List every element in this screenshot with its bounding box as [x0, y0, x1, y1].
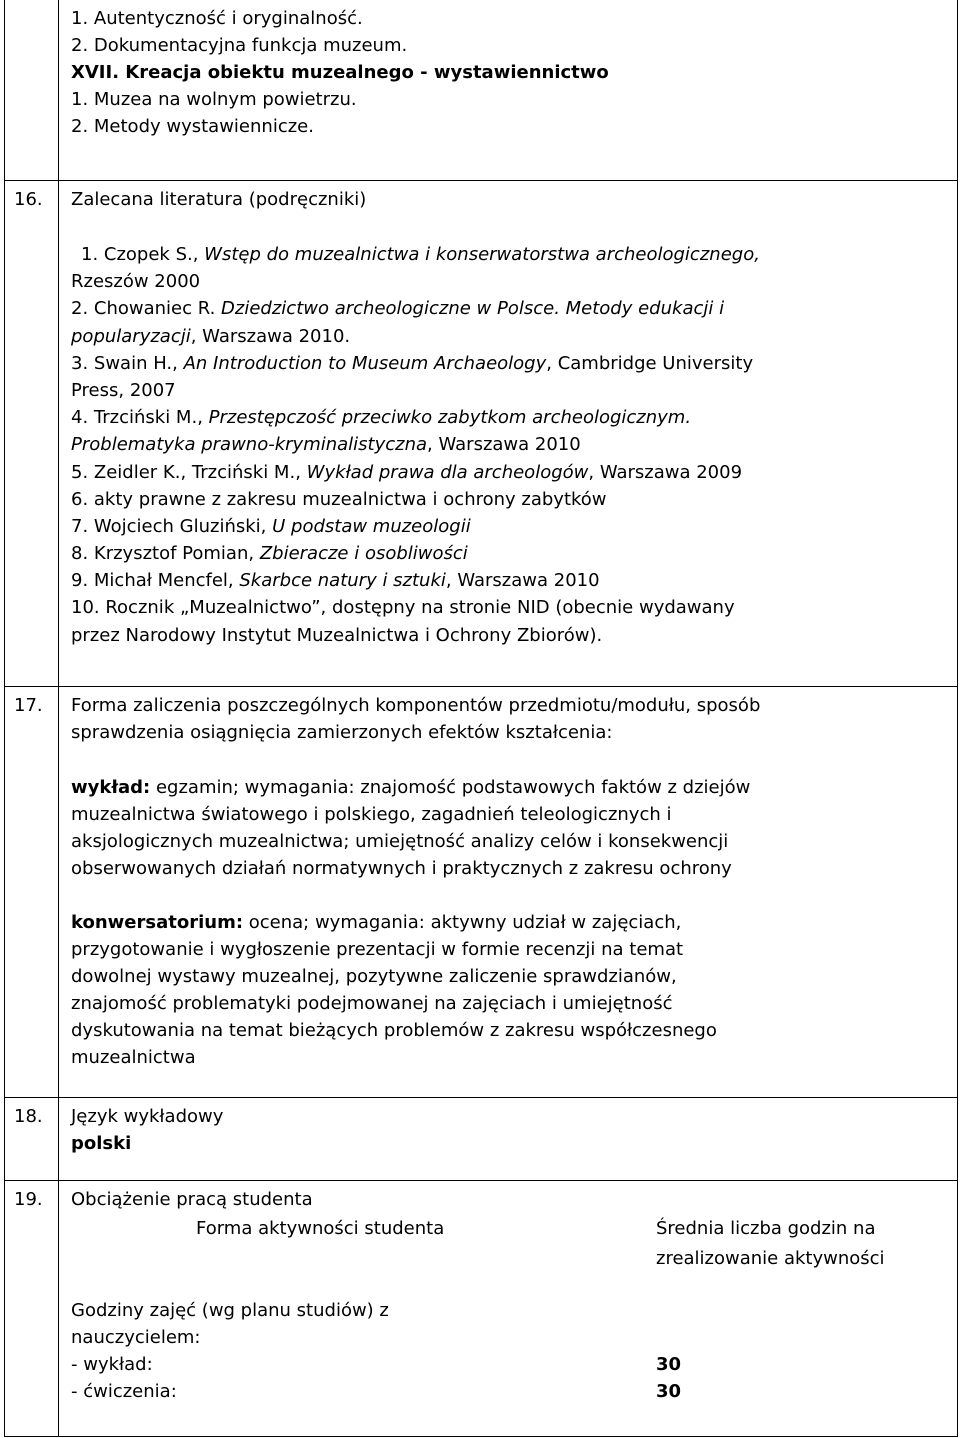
- section-heading: XVII. Kreacja obiektu muzealnego - wystawiennictwo: [71, 62, 609, 83]
- section-title: Język wykładowy: [71, 1106, 224, 1127]
- list-item: 6. akty prawne z zakresu muzealnictwa i ochrony zabytków: [71, 488, 607, 510]
- row-divider: [4, 180, 957, 181]
- section-number: 16.: [14, 189, 43, 210]
- section-title: Zalecana literatura (podręczniki): [71, 189, 367, 210]
- list-item: 2. Dokumentacyjna funkcja muzeum.: [71, 35, 408, 56]
- list-item: 5. Zeidler K., Trzciński M., Wykład prawa dla archeologów, Warszawa 2009: [71, 461, 743, 483]
- list-item: popularyzacji, Warszawa 2010.: [71, 325, 351, 347]
- literature-list: [71, 241, 944, 649]
- list-item: 9. Michał Mencfel, Skarbce natury i sztuki, Warszawa 2010: [71, 570, 600, 592]
- list-item: 10. Rocznik „Muzealnictwo”, dostępny na stronie NID (obecnie wydawany: [71, 597, 735, 619]
- list-item: Problematyka prawno-kryminalistyczna, Warszawa 2010: [71, 434, 581, 456]
- list-item: 1. Czopek S., Wstęp do muzealnictwa i konserwatorstwa archeologicznego,: [81, 244, 760, 265]
- list-item: 3. Swain H., An Introduction to Museum Archaeology, Cambridge University: [71, 352, 754, 374]
- section-number: 18.: [14, 1106, 43, 1127]
- language-value: polski: [71, 1133, 132, 1154]
- row-divider: [4, 1180, 957, 1181]
- language-section: [71, 1103, 944, 1157]
- activity-row: Godziny zajęć (wg planu studiów) z nauczycielem: - wykład: - ćwiczenia:: [71, 1300, 389, 1402]
- section-title: Forma zaliczenia poszczególnych komponentów przedmiotu/modułu, sposób sprawdzenia osiągnięcia zamierzonych efektów kształcenia:: [71, 695, 761, 743]
- list-item: Rzeszów 2000: [71, 271, 201, 293]
- seminar-assessment: konwersatorium: ocena; wymagania: aktywny udział w zajęciach, przygotowanie i wygłoszenie prezentacji w formie recenzji na temat dowolnej wystawy muzealnej, pozytywne zaliczenie sprawdzianów, znajomość problematyki podejmowanej na zajęciach i umiejętność dyskutowania na temat bieżących problemów z zakresu współczesnego muzealnictwa: [71, 912, 717, 1068]
- list-item: 1. Muzea na wolnym powietrzu.: [71, 89, 357, 110]
- section-title: Obciążenie pracą studenta: [71, 1189, 313, 1210]
- row-divider: [4, 1097, 957, 1098]
- row-divider: [4, 686, 957, 687]
- list-item: 1. Autentyczność i oryginalność.: [71, 8, 363, 29]
- column-divider: [58, 0, 59, 1436]
- list-item: 4. Trzciński M., Przestępczość przeciwko zabytkom archeologicznym.: [71, 407, 692, 429]
- list-item: Press, 2007: [71, 379, 176, 401]
- section-number: 17.: [14, 695, 43, 716]
- lecture-assessment: wykład: egzamin; wymagania: znajomość podstawowych faktów z dziejów muzealnictwa światowego i polskiego, zagadnień teleologicznych i aksjologicznych muzealnictwa; umiejętność analizy celów i konsekwencji obserwowanych działań normatywnych i praktycznych z zakresu ochrony: [71, 777, 751, 879]
- course-content-continuation: [71, 5, 944, 140]
- column-header-hours: Średnia liczba godzin na zrealizowanie aktywności: [656, 1218, 885, 1269]
- column-header-activity: Forma aktywności studenta: [196, 1218, 445, 1239]
- list-item: 2. Chowaniec R. Dziedzictwo archeologiczne w Polsce. Metody edukacji i: [71, 298, 725, 320]
- list-item: 8. Krzysztof Pomian, Zbieracze i osobliwości: [71, 543, 468, 565]
- hours-values: 30 30: [656, 1354, 682, 1402]
- section-number: 19.: [14, 1189, 43, 1210]
- list-item: 2. Metody wystawiennicze.: [71, 116, 314, 137]
- list-item: 7. Wojciech Gluziński, U podstaw muzeologii: [71, 515, 471, 537]
- list-item: przez Narodowy Instytut Muzealnictwa i Ochrony Zbiorów).: [71, 624, 603, 646]
